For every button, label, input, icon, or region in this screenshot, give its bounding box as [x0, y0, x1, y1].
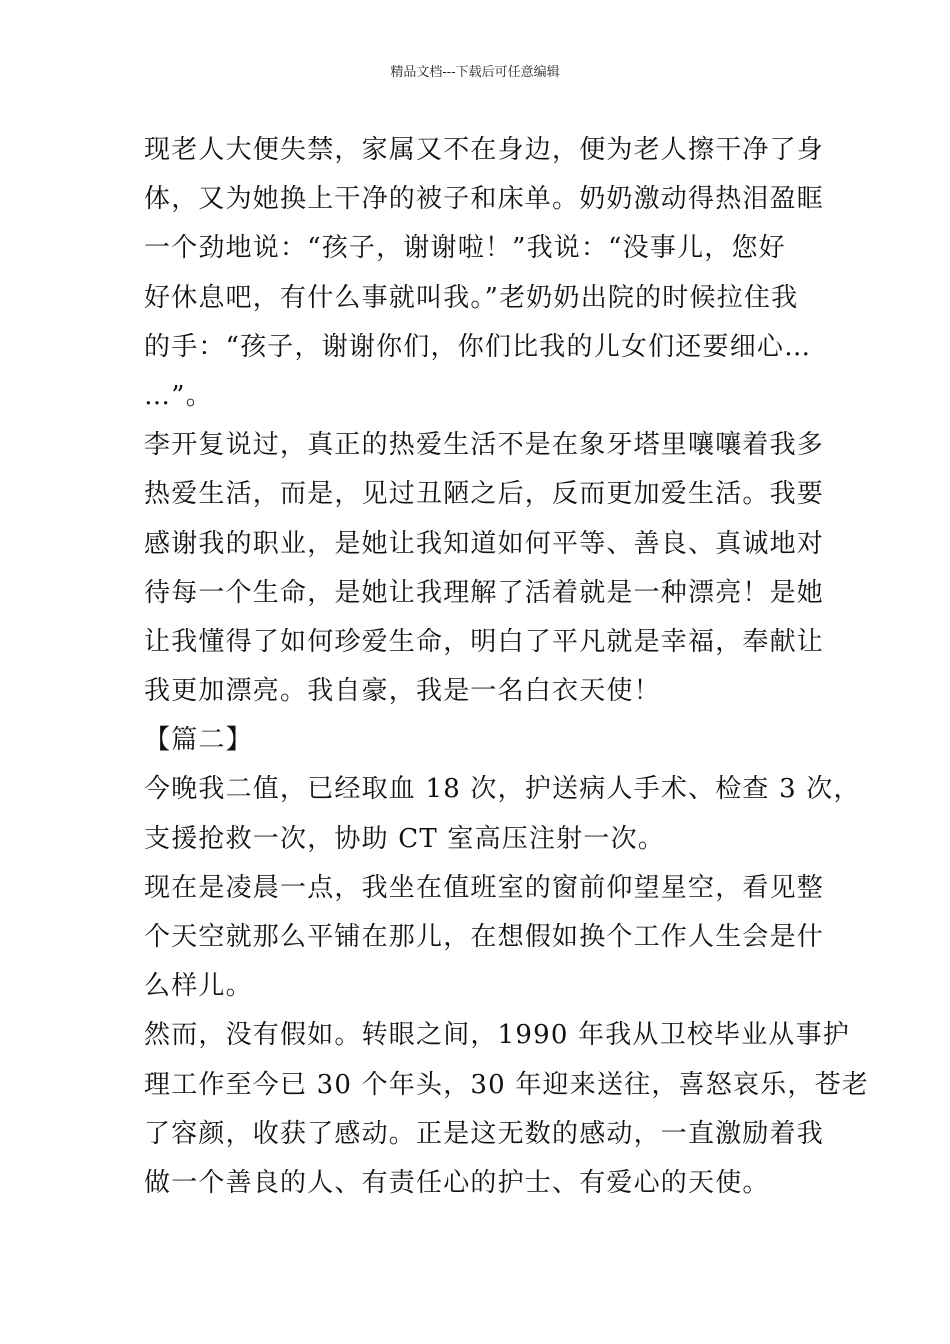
text-line: 的手：“孩子，谢谢你们，你们比我的儿女们还要细心… — [144, 331, 812, 362]
document-body — [144, 126, 869, 1208]
text-line: 现老人大便失禁，家属又不在身边，便为老人擦干净了身 — [144, 135, 825, 165]
text-line: 支援抢救一次，协助 CT 室高压注射一次。 — [144, 823, 665, 854]
text-line: 热爱生活，而是，见过丑陋之后，反而更加爱生活。我要 — [144, 479, 825, 510]
text-line: 好休息吧，有什么事就叫我。”老奶奶出院的时候拉住我 — [144, 282, 799, 313]
text-line: …”。 — [144, 380, 213, 411]
section-heading: 【篇二】 — [144, 725, 253, 756]
text-line: 了容颜，收获了感动。正是这无数的感动，一直激励着我 — [144, 1118, 825, 1149]
text-line: 现在是凌晨一点，我坐在值班室的窗前仰望星空，看见整 — [144, 872, 825, 903]
text-line: 我更加漂亮。我自豪，我是一名白衣天使！ — [144, 676, 661, 707]
text-line: 么样儿。 — [144, 971, 253, 1002]
text-line: 一个劲地说：“孩子，谢谢啦！”我说：“没事儿，您好 — [144, 233, 786, 264]
text-line: 今晚我二值，已经取血 18 次，护送病人手术、检查 3 次， — [144, 774, 861, 805]
text-line: 让我懂得了如何珍爱生命，明白了平凡就是幸福，奉献让 — [144, 626, 825, 657]
text-line: 待每一个生命，是她让我理解了活着就是一种漂亮！是她 — [144, 577, 825, 608]
text-line: 体，又为她换上干净的被子和床单。奶奶激动得热泪盈眶 — [144, 184, 825, 215]
text-line: 理工作至今已 30 个年头，30 年迎来送往，喜怒哀乐，苍老 — [144, 1069, 869, 1100]
text-line: 然而，没有假如。转眼之间，1990 年我从卫校毕业从事护 — [144, 1020, 851, 1051]
text-line: 李开复说过，真正的热爱生活不是在象牙塔里嚷嚷着我多 — [144, 430, 825, 461]
text-line: 个天空就那么平铺在那儿，在想假如换个工作人生会是什 — [144, 922, 825, 952]
text-line: 感谢我的职业，是她让我知道如何平等、善良、真诚地对 — [144, 528, 825, 559]
page-header: 精品文档---下载后可任意编辑 — [390, 65, 560, 80]
text-line: 做一个善良的人、有责任心的护士、有爱心的天使。 — [144, 1167, 770, 1198]
